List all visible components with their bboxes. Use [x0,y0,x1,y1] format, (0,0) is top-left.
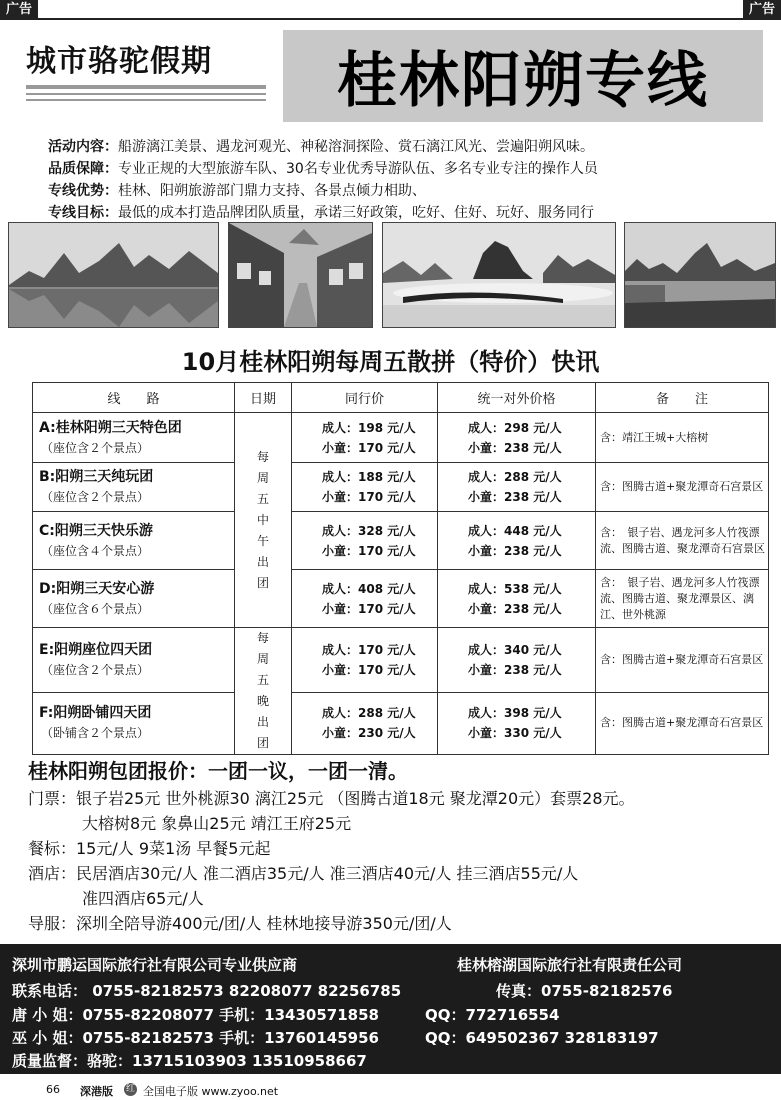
price-adult: 成人：198 元/人 [322,420,416,435]
price-adult: 成人：288 元/人 [322,706,416,721]
contact-tang: 唐 小 姐：0755-82208077 手机：13430571858 [12,1006,379,1024]
price-adult: 成人：538 元/人 [468,581,562,596]
package-title: 桂林阳朔包团报价：一团一议，一团一清。 [28,759,408,783]
brand-bar [26,99,266,101]
route-title-text: A:桂林阳朔三天特色团 [39,419,182,436]
table-row [33,413,769,463]
route-title: 桂林阳朔专线 [337,46,709,116]
retail-price [438,692,596,754]
price-child: 小童：170 元/人 [322,543,416,558]
ad-label-left: 广告 [0,0,38,20]
intro-text: 船游漓江美景、遇龙河观光、神秘溶洞探险、赏石漓江风光、尝遍阳朔风味。 [118,139,594,155]
route-sub: （座位含６个景点） [41,601,150,616]
route-sub: （座位含２个景点） [41,662,150,677]
price-adult: 成人：408 元/人 [322,581,416,596]
supplier-company: 深圳市鹏运国际旅行社有限公司专业供应商 [12,956,298,974]
page-number: 66 [46,1083,60,1096]
contact-wu: 巫 小 姐：0755-82182573 手机：13760145956 [12,1029,379,1047]
route-note: 含：图腾古道+聚龙潭奇石宫景区 [596,628,769,693]
price-adult: 成人：448 元/人 [468,523,562,538]
package-line: 准四酒店65元/人 [82,889,204,908]
table-row [33,692,769,754]
intro-row [48,158,768,180]
route-sub: （座位含２个景点） [41,490,150,504]
retail-price [438,512,596,570]
intro-text: 专业正规的大型旅游车队、30名专业优秀导游队伍、多名专业专注的操作人员 [118,161,598,177]
lijiang-river-photo [8,222,219,328]
retail-price [438,463,596,512]
intro-label: 专线目标： [48,205,118,221]
intro-text: 最低的成本打造品牌团队质量，承诺三好政策，吃好、住好、玩好、服务同行 [118,205,594,221]
quality-supervisor: 质量监督：骆驼：13715103903 13510958667 [12,1052,367,1070]
route-note: 含： 银子岩、遇龙河多人竹筏漂流、图腾古道、聚龙潭景区、漓江、世外桃源 [596,570,769,628]
intro-row [48,136,768,158]
price-child: 小童：230 元/人 [322,726,416,741]
site-label: 全国电子版 www.zyoo.net [143,1085,279,1098]
price-adult: 成人：298 元/人 [468,420,562,435]
brand-left [26,36,266,101]
route-sub: （座位含４个景点） [41,543,150,558]
contact-phone: 联系电话： 0755-82182573 82208077 82256785 [12,982,402,1000]
route-note: 含：图腾古道+聚龙潭奇石宫景区 [596,463,769,512]
header-route: 线 路 [33,383,235,413]
intro-label: 专线优势： [48,183,118,199]
date-group-1 [235,413,292,628]
price-adult: 成人：328 元/人 [322,523,416,538]
trade-price [292,413,438,463]
header-note: 备 注 [596,383,769,413]
trade-price [292,692,438,754]
yulong-river-photo [624,222,776,328]
intro-text: 桂林、阳朔旅游部门鼎力支持、各景点倾力相助、 [118,183,426,199]
route-name [33,628,235,693]
intro-row [48,180,768,202]
retail-price [438,628,596,693]
partner-company: 桂林榕湖国际旅行社有限责任公司 [457,956,683,974]
fax: 传真：0755-82182576 [496,982,673,1000]
package-line: 门票：银子岩25元 世外桃源30 漓江25元 （图腾古道18元 聚龙潭20元）套票28元。 [28,789,635,808]
retail-price [438,570,596,628]
brand-bar [26,85,266,89]
price-child: 小童：330 元/人 [468,726,562,741]
edition-badge: 红 [125,1084,135,1094]
route-title-banner [283,30,763,122]
intro-row [48,202,768,224]
trade-price [292,570,438,628]
price-child: 小童：238 元/人 [468,601,562,616]
table-header-row [33,383,769,413]
brand-name: 城市骆驼假期 [26,44,212,79]
date-group-2 [235,628,292,755]
routes-table [32,382,769,755]
route-title-text: E:阳朔座位四天团 [39,641,153,658]
route-name [33,413,235,463]
route-title-text: C:阳朔三天快乐游 [39,522,153,539]
price-adult: 成人：398 元/人 [468,706,562,721]
price-child: 小童：170 元/人 [322,490,416,504]
contact-tang-qq: QQ：772716554 [425,1006,560,1024]
promo-headline: 10月桂林阳朔每周五散拼（特价）快讯 [181,348,600,376]
price-adult: 成人：170 元/人 [322,642,416,657]
package-line: 导服：深圳全陪导游400元/团/人 桂林地接导游350元/团/人 [28,914,452,933]
table-row [33,512,769,570]
route-title-text: D:阳朔三天安心游 [39,580,155,597]
route-name [33,570,235,628]
package-line: 餐标：15元/人 9菜1汤 早餐5元起 [28,839,271,858]
route-note: 含：图腾古道+聚龙潭奇石宫景区 [596,692,769,754]
route-name [33,463,235,512]
package-line: 酒店：民居酒店30元/人 准二酒店35元/人 准三酒店40元/人 挂三酒店55元/人 [28,864,579,883]
date-text: 每周五中午出团 [256,449,269,590]
header-trade-price: 同行价 [292,383,438,413]
brand-bar [26,93,266,95]
route-name [33,692,235,754]
price-child: 小童：238 元/人 [468,440,562,455]
trade-price [292,512,438,570]
edition-label: 深港版 [80,1085,113,1098]
top-rule [0,18,781,20]
price-adult: 成人：288 元/人 [468,470,562,484]
contact-footer [0,944,781,1074]
intro-section [48,136,768,224]
table-row [33,628,769,693]
trade-price [292,463,438,512]
price-adult: 成人：188 元/人 [322,470,416,484]
trade-price [292,628,438,693]
package-pricing [28,756,778,936]
intro-label: 品质保障： [48,161,118,177]
header-retail-price: 统一对外价格 [438,383,596,413]
page-footer [0,1078,781,1100]
table-row [33,463,769,512]
package-line: 大榕树8元 象鼻山25元 靖江王府25元 [82,814,352,833]
route-title-text: B:阳朔三天纯玩团 [39,469,154,485]
route-sub: （卧铺含２个景点） [41,726,150,741]
ad-label-right: 广告 [743,0,781,20]
route-note: 含：靖江王城+大榕树 [596,413,769,463]
price-child: 小童：170 元/人 [322,601,416,616]
retail-price [438,413,596,463]
price-child: 小童：238 元/人 [468,543,562,558]
route-note: 含： 银子岩、遇龙河多人竹筏漂流、图腾古道、聚龙潭奇石宫景区 [596,512,769,570]
date-text: 每周五晚出团 [256,631,269,750]
price-adult: 成人：340 元/人 [468,642,562,657]
header-date: 日期 [235,383,292,413]
price-child: 小童：238 元/人 [468,662,562,677]
route-name [33,512,235,570]
price-child: 小童：170 元/人 [322,440,416,455]
misty-karst-photo [382,222,616,328]
contact-wu-qq: QQ：649502367 328183197 [425,1029,659,1047]
route-title-text: F:阳朔卧铺四天团 [39,705,152,722]
west-street-photo [228,222,373,328]
price-child: 小童：170 元/人 [322,662,416,677]
intro-label: 活动内容： [48,139,118,155]
price-child: 小童：238 元/人 [468,490,562,504]
table-row [33,570,769,628]
route-sub: （座位含２个景点） [41,440,150,455]
